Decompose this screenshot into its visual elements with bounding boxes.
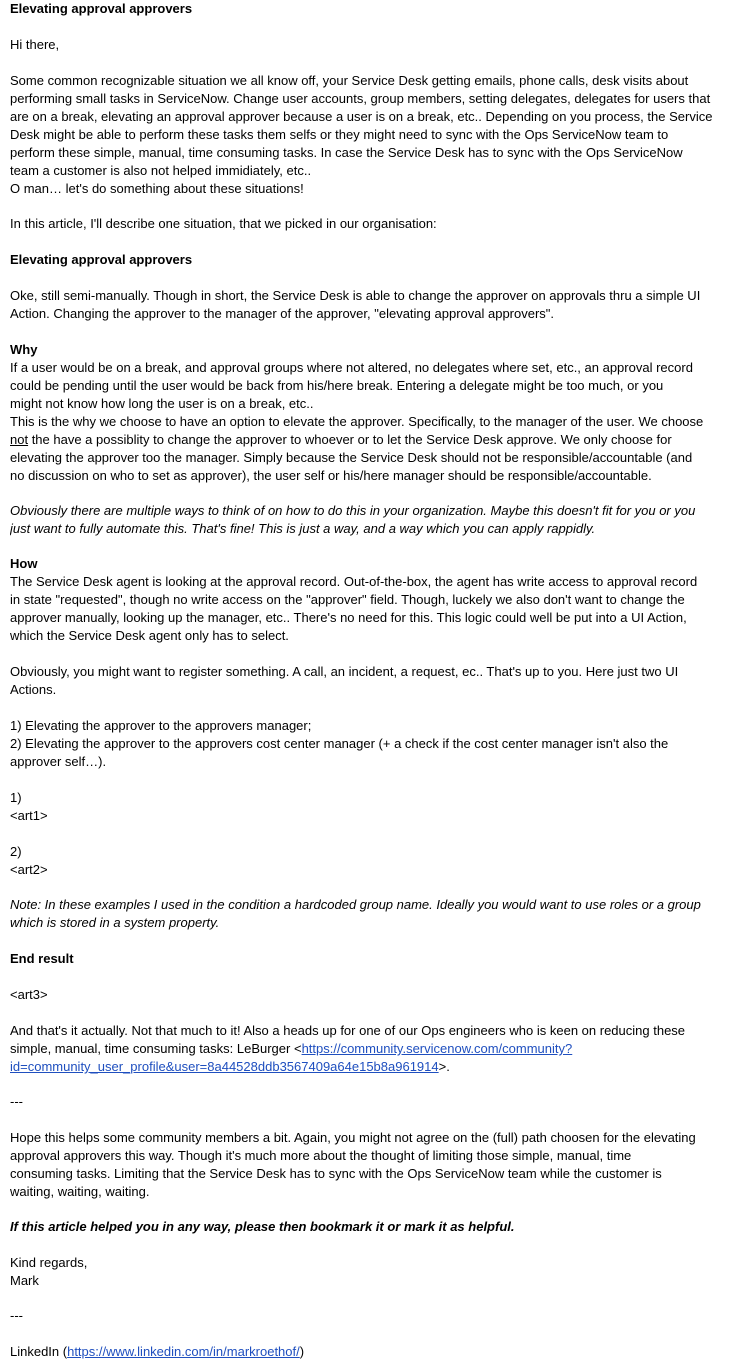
example-label: 1) bbox=[10, 790, 22, 805]
section-heading: Elevating approval approvers bbox=[10, 252, 193, 267]
end-result-heading: End result bbox=[10, 951, 74, 966]
paragraph-line: Some common recognizable situation we all know off, your Service Desk getting emails, phone calls, desk visits about bbox=[10, 73, 689, 88]
paragraph-line bbox=[10, 431, 738, 449]
paragraph-line: Obviously, you might want to register something. A call, an incident, a request, ec.. That's up to you. Here just two UI bbox=[10, 664, 679, 679]
paragraph-line bbox=[10, 1058, 738, 1076]
art-placeholder: <art1> bbox=[10, 808, 48, 823]
list-item: 2) Elevating the approver to the approvers cost center manager (+ a check if the cost center manager isn't also the bbox=[10, 736, 669, 751]
list-item: 1) Elevating the approver to the approvers manager; bbox=[10, 718, 312, 733]
paragraph-text: simple, manual, time consuming tasks: LeBurger < bbox=[10, 1041, 302, 1056]
paragraph-line: Action. Changing the approver to the manager of the approver, "elevating approval approvers". bbox=[10, 306, 555, 321]
why-heading: Why bbox=[10, 342, 38, 357]
linkedin-link[interactable]: https://www.linkedin.com/in/markroethof/ bbox=[67, 1344, 300, 1359]
author-name: Mark bbox=[10, 1273, 39, 1288]
paragraph-line: Desk might be able to perform these tasks them selfs or they might need to sync with the Ops ServiceNow team to bbox=[10, 127, 669, 142]
paragraph-text: ) bbox=[299, 1344, 305, 1359]
paragraph-line: perform these simple, manual, time consuming tasks. In case the Service Desk has to sync with the Ops ServiceNow bbox=[10, 145, 683, 160]
art-placeholder: <art3> bbox=[10, 987, 48, 1002]
paragraph-line: waiting, waiting, waiting. bbox=[10, 1184, 150, 1199]
paragraph-line: Obviously there are multiple ways to think of on how to do this in your organization. Maybe this doesn't fit for you or you bbox=[10, 503, 696, 518]
paragraph-line: in state "requested", though no write access on the "approver" field. Though, luckely we also don't want to change the bbox=[10, 592, 685, 607]
paragraph-line: consuming tasks. Limiting that the Service Desk has to sync with the Ops ServiceNow team while the customer is bbox=[10, 1166, 662, 1181]
paragraph-line: The Service Desk agent is looking at the approval record. Out-of-the-box, the agent has write access to approval record bbox=[10, 574, 698, 589]
paragraph-line: could be pending until the user would be back from his/here break. Entering a delegate might be too much, or you bbox=[10, 378, 664, 393]
paragraph-line: elevating the approver too the manager. Simply because the Service Desk should not be responsible/accountable (and bbox=[10, 450, 693, 465]
paragraph-line: Oke, still semi-manually. Though in short, the Service Desk is able to change the approver on approvals thru a simple UI bbox=[10, 288, 701, 303]
list-item: approver self…). bbox=[10, 754, 107, 769]
paragraph-line: If a user would be on a break, and approval groups where not altered, no delegates where set, etc., an approval record bbox=[10, 360, 693, 375]
paragraph-line: approver manually, looking up the manager, etc.. There's no need for this. This logic could well be put into a UI Action, bbox=[10, 610, 687, 625]
paragraph-line: This is the why we choose to have an option to elevate the approver. Specifically, to the manager of the user. We choose bbox=[10, 414, 704, 429]
paragraph-line: are on a break, elevating an approval approver because a user is on a break, etc.. Depending on you process, the Service bbox=[10, 109, 713, 124]
linkedin-line bbox=[10, 1343, 738, 1361]
how-heading: How bbox=[10, 556, 38, 571]
greeting: Hi there, bbox=[10, 37, 60, 52]
paragraph-line: just want to fully automate this. That's fine! This is just a way, and a way which you can apply rappidly. bbox=[10, 521, 596, 536]
community-profile-link-continued[interactable]: id=community_user_profile&user=8a44528ddb3567409a64e15b8a961914 bbox=[10, 1059, 439, 1074]
bookmark-callout: If this article helped you in any way, please then bookmark it or mark it as helpful. bbox=[10, 1219, 515, 1234]
paragraph-line bbox=[10, 1040, 738, 1058]
paragraph-line: approval approvers this way. Though it's much more about the thought of limiting those simple, manual, time bbox=[10, 1148, 632, 1163]
paragraph-line: O man… let's do something about these situations! bbox=[10, 181, 304, 196]
paragraph-line: no discussion on who to set as approver), the user self or his/here manager should be responsible/accountable. bbox=[10, 468, 652, 483]
article-intro: In this article, I'll describe one situation, that we picked in our organisation: bbox=[10, 216, 437, 231]
separator: --- bbox=[10, 1308, 23, 1323]
paragraph-line: performing small tasks in ServiceNow. Change user accounts, group members, setting delegates, delegates for users that bbox=[10, 91, 711, 106]
community-profile-link[interactable]: https://community.servicenow.com/community? bbox=[301, 1041, 573, 1056]
paragraph-line: Note: In these examples I used in the condition a hardcoded group name. Ideally you would want to use roles or a group bbox=[10, 897, 701, 912]
paragraph-line: And that's it actually. Not that much to it! Also a heads up for one of our Ops engineers who is keen on reducing these bbox=[10, 1023, 686, 1038]
example-label: 2) bbox=[10, 844, 22, 859]
paragraph-line: might not know how long the user is on a break, etc.. bbox=[10, 396, 314, 411]
paragraph-text: >. bbox=[438, 1059, 450, 1074]
separator: --- bbox=[10, 1094, 23, 1109]
paragraph-line: Hope this helps some community members a bit. Again, you might not agree on the (full) path choosen for the elevating bbox=[10, 1130, 696, 1145]
paragraph-line: Actions. bbox=[10, 682, 57, 697]
art-placeholder: <art2> bbox=[10, 862, 48, 877]
paragraph-line: which is stored in a system property. bbox=[10, 915, 220, 930]
article-title: Elevating approval approvers bbox=[10, 1, 193, 16]
underlined-not: not bbox=[10, 432, 29, 447]
regards: Kind regards, bbox=[10, 1255, 88, 1270]
paragraph-text: LinkedIn ( bbox=[10, 1344, 68, 1359]
paragraph-line: which the Service Desk agent only has to select. bbox=[10, 628, 289, 643]
paragraph-line: team a customer is also not helped immidiately, etc.. bbox=[10, 163, 312, 178]
paragraph-text: the have a possiblity to change the approver to whoever or to let the Service Desk approve. We only choose for bbox=[28, 432, 672, 447]
